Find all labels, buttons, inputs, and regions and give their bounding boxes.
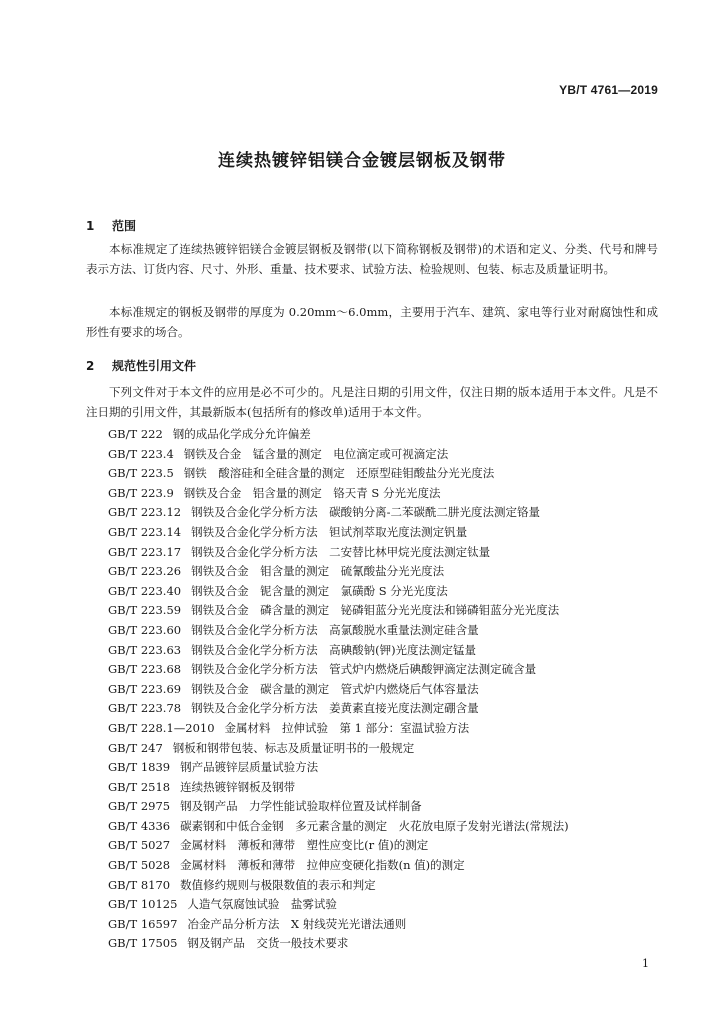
reference-code: GB/T 223.60 (108, 622, 182, 637)
reference-code: GB/T 223.78 (108, 701, 182, 716)
section-1-heading (86, 217, 136, 234)
references-intro: 下列文件对于本文件的应用是必不可少的。凡是注日期的引用文件，仅注日期的版本适用于本文件。凡是不注日期的引用文件，其最新版本(包括所有的修改单)适用于本文件。 (86, 385, 658, 419)
reference-title: 连续热镀锌钢板及钢带 (180, 779, 296, 794)
reference-title: 钢的成品化学成分允许偏差 (172, 427, 311, 441)
reference-item (108, 836, 668, 856)
reference-title: 钢铁及合金化学分析方法 二安替比林甲烷光度法测定钛量 (191, 544, 491, 559)
reference-title: 人造气氛腐蚀试验 盐雾试验 (187, 897, 337, 912)
reference-code: GB/T 17505 (108, 936, 178, 951)
reference-item (108, 895, 668, 915)
reference-item (108, 445, 668, 465)
reference-item (108, 915, 668, 935)
reference-code: GB/T 223.9 (108, 485, 174, 500)
section-2-title: 规范性引用文件 (112, 359, 197, 373)
reference-item (108, 425, 668, 445)
reference-item (108, 562, 668, 582)
reference-title: 金属材料 薄板和薄带 拉伸应变硬化指数(n 值)的测定 (180, 858, 465, 873)
reference-title: 钢铁及合金 钼含量的测定 硫氰酸盐分光光度法 (191, 564, 445, 579)
reference-title: 钢铁及合金 碳含量的测定 管式炉内燃烧后气体容量法 (191, 681, 479, 696)
reference-code: GB/T 223.59 (108, 603, 182, 618)
reference-item (108, 817, 668, 837)
reference-item (108, 543, 668, 563)
reference-code: GB/T 223.69 (108, 681, 182, 696)
reference-item (108, 484, 668, 504)
reference-item (108, 464, 668, 484)
reference-title: 钢及钢产品 力学性能试验取样位置及试样制备 (180, 799, 422, 814)
reference-item (108, 582, 668, 602)
reference-title: 冶金产品分析方法 X 射线荧光光谱法通则 (187, 916, 407, 931)
reference-title: 钢铁及合金 锰含量的测定 电位滴定或可视滴定法 (183, 446, 449, 461)
reference-code: GB/T 222 (108, 427, 163, 441)
reference-item (108, 660, 668, 680)
reference-code: GB/T 2975 (108, 799, 171, 814)
reference-title: 金属材料 薄板和薄带 塑性应变比(r 值)的测定 (180, 838, 429, 853)
reference-title: 钢铁及合金化学分析方法 碳酸钠分离-二苯碳酰二肼光度法测定铬量 (191, 505, 540, 520)
scope-paragraph-1: 本标准规定了连续热镀锌铝镁合金镀层钢板及钢带(以下简称钢板及钢带)的术语和定义、分类、代号和牌号表示方法、订货内容、尺寸、外形、重量、技术要求、试验方法、检验规则、包装、标志及质量证明书。 (86, 242, 658, 276)
reference-title: 钢及钢产品 交货一般技术要求 (187, 936, 349, 951)
reference-title: 钢铁及合金 铝含量的测定 铬天青 S 分光光度法 (183, 485, 441, 500)
reference-item (108, 739, 668, 759)
reference-code: GB/T 223.40 (108, 583, 182, 598)
reference-title: 钢铁及合金化学分析方法 管式炉内燃烧后碘酸钾滴定法测定硫含量 (191, 662, 537, 677)
document-title: 连续热镀锌铝镁合金镀层钢板及钢带 (218, 151, 506, 171)
reference-code: GB/T 223.4 (108, 446, 174, 461)
reference-code: GB/T 223.26 (108, 564, 182, 579)
section-1-number: 1 (86, 219, 95, 233)
reference-title: 金属材料 拉伸试验 第 1 部分：室温试验方法 (224, 720, 470, 735)
reference-title: 钢铁及合金 铌含量的测定 氯磺酚 S 分光光度法 (191, 583, 448, 598)
reference-code: GB/T 223.5 (108, 466, 174, 481)
reference-code: GB/T 10125 (108, 897, 178, 912)
reference-code: GB/T 223.63 (108, 642, 182, 657)
reference-code: GB/T 1839 (108, 760, 171, 775)
reference-item (108, 758, 668, 778)
reference-title: 钢铁及合金化学分析方法 高碘酸钠(钾)光度法测定锰量 (191, 642, 477, 657)
reference-item (108, 876, 668, 896)
reference-item (108, 680, 668, 700)
reference-code: GB/T 4336 (108, 818, 171, 833)
reference-item (108, 621, 668, 641)
reference-item (108, 856, 668, 876)
reference-item (108, 778, 668, 798)
reference-item (108, 719, 668, 739)
reference-code: GB/T 228.1—2010 (108, 720, 215, 735)
reference-item (108, 601, 668, 621)
reference-code: GB/T 8170 (108, 877, 171, 892)
reference-item (108, 934, 668, 954)
reference-title: 钢铁及合金化学分析方法 高氯酸脱水重量法测定硅含量 (191, 622, 479, 637)
reference-item (108, 797, 668, 817)
reference-code: GB/T 5028 (108, 858, 171, 873)
scope-paragraph-2: 本标准规定的钢板及钢带的厚度为 0.20mm～6.0mm，主要用于汽车、建筑、家电等行业对耐腐蚀性和成形性有要求的场合。 (86, 305, 658, 339)
reference-title: 钢铁 酸溶硅和全硅含量的测定 还原型硅钼酸盐分光光度法 (183, 466, 495, 481)
reference-title: 钢板和钢带包装、标志及质量证明书的一般规定 (172, 740, 415, 755)
standard-code: YB/T 4761—2019 (559, 83, 658, 97)
reference-item (108, 641, 668, 661)
reference-item (108, 523, 668, 543)
reference-title: 钢产品镀锌层质量试验方法 (180, 760, 319, 775)
section-2-heading (86, 357, 196, 374)
reference-code: GB/T 223.68 (108, 662, 182, 677)
section-1-title: 范围 (112, 219, 137, 233)
reference-code: GB/T 16597 (108, 916, 178, 931)
reference-title: 碳素钢和中低合金钢 多元素含量的测定 火花放电原子发射光谱法(常规法) (180, 818, 569, 833)
reference-code: GB/T 2518 (108, 779, 171, 794)
reference-code: GB/T 223.12 (108, 505, 182, 520)
reference-title: 钢铁及合金化学分析方法 钽试剂萃取光度法测定钒量 (191, 524, 468, 539)
reference-code: GB/T 223.17 (108, 544, 182, 559)
reference-item (108, 503, 668, 523)
reference-item (108, 699, 668, 719)
reference-code: GB/T 5027 (108, 838, 171, 853)
reference-list (108, 425, 668, 954)
reference-code: GB/T 223.14 (108, 524, 182, 539)
page-number: 1 (642, 957, 649, 970)
reference-title: 钢铁及合金化学分析方法 姜黄素直接光度法测定硼含量 (191, 701, 479, 716)
reference-code: GB/T 247 (108, 740, 163, 755)
reference-title: 钢铁及合金 磷含量的测定 铋磷钼蓝分光光度法和锑磷钼蓝分光光度法 (191, 603, 560, 618)
section-2-number: 2 (86, 359, 95, 373)
reference-title: 数值修约规则与极限数值的表示和判定 (180, 877, 376, 892)
